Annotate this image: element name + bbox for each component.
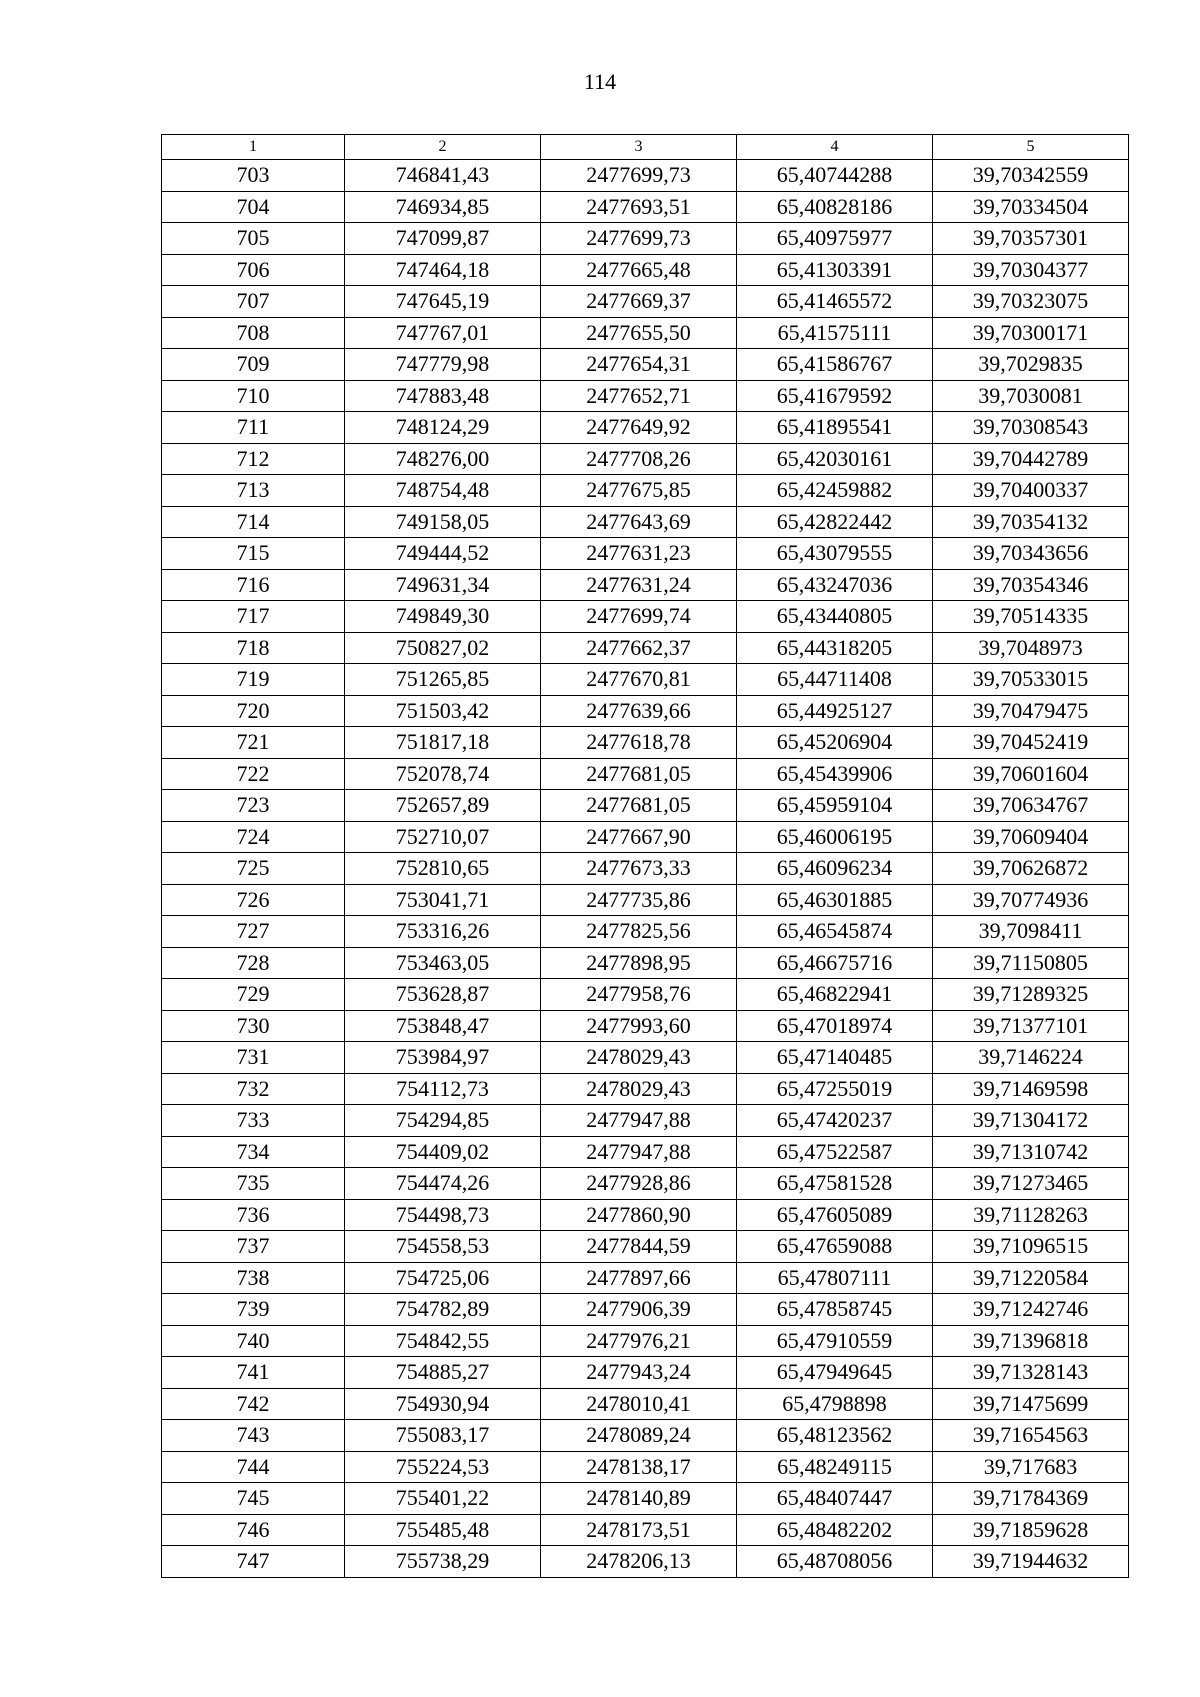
table-cell: 747 (162, 1546, 345, 1578)
table-cell: 749631,34 (345, 569, 541, 601)
table-cell: 704 (162, 191, 345, 223)
table-cell: 754725,06 (345, 1262, 541, 1294)
table-cell: 746 (162, 1514, 345, 1546)
table-cell: 2477943,24 (541, 1357, 737, 1389)
table-cell: 65,4798898 (737, 1388, 933, 1420)
table-cell: 2478029,43 (541, 1042, 737, 1074)
table-cell: 39,70452419 (933, 727, 1129, 759)
table-cell: 740 (162, 1325, 345, 1357)
table-cell: 65,41679592 (737, 380, 933, 412)
table-cell: 752078,74 (345, 758, 541, 790)
table-cell: 2477618,78 (541, 727, 737, 759)
table-cell: 712 (162, 443, 345, 475)
table-cell: 2477652,71 (541, 380, 737, 412)
table-cell: 39,70514335 (933, 601, 1129, 633)
table-row (162, 632, 1129, 664)
table-row (162, 853, 1129, 885)
table-row (162, 317, 1129, 349)
table-cell: 753984,97 (345, 1042, 541, 1074)
table-cell: 65,42822442 (737, 506, 933, 538)
table-cell: 2477958,76 (541, 979, 737, 1011)
table-cell: 735 (162, 1168, 345, 1200)
table-cell: 754409,02 (345, 1136, 541, 1168)
table-cell: 39,71859628 (933, 1514, 1129, 1546)
table-cell: 65,41303391 (737, 254, 933, 286)
table-cell: 753041,71 (345, 884, 541, 916)
table-cell: 752710,07 (345, 821, 541, 853)
table-row (162, 1388, 1129, 1420)
table-cell: 729 (162, 979, 345, 1011)
table-cell: 39,71242746 (933, 1294, 1129, 1326)
table-cell: 753628,87 (345, 979, 541, 1011)
table-row (162, 1073, 1129, 1105)
table-cell: 65,45206904 (737, 727, 933, 759)
table-cell: 65,46545874 (737, 916, 933, 948)
table-cell: 710 (162, 380, 345, 412)
table-cell: 755083,17 (345, 1420, 541, 1452)
table-cell: 2477681,05 (541, 790, 737, 822)
table-cell: 39,71273465 (933, 1168, 1129, 1200)
table-cell: 65,43247036 (737, 569, 933, 601)
table-cell: 748754,48 (345, 475, 541, 507)
table-cell: 65,48407447 (737, 1483, 933, 1515)
table-cell: 731 (162, 1042, 345, 1074)
table-cell: 2477897,66 (541, 1262, 737, 1294)
table-cell: 754474,26 (345, 1168, 541, 1200)
table-cell: 39,70601604 (933, 758, 1129, 790)
table-row (162, 475, 1129, 507)
table-cell: 39,7098411 (933, 916, 1129, 948)
table-cell: 2477860,90 (541, 1199, 737, 1231)
table-cell: 2477976,21 (541, 1325, 737, 1357)
table-row (162, 1294, 1129, 1326)
table-cell: 39,7146224 (933, 1042, 1129, 1074)
table-row (162, 947, 1129, 979)
table-cell: 65,47605089 (737, 1199, 933, 1231)
table-cell: 65,47420237 (737, 1105, 933, 1137)
table-row (162, 380, 1129, 412)
table-cell: 39,71220584 (933, 1262, 1129, 1294)
table-cell: 749158,05 (345, 506, 541, 538)
table-cell: 703 (162, 160, 345, 192)
table-cell: 65,46006195 (737, 821, 933, 853)
table-cell: 65,47949645 (737, 1357, 933, 1389)
table-cell: 65,43440805 (737, 601, 933, 633)
table-cell: 39,70334504 (933, 191, 1129, 223)
table-cell: 65,40975977 (737, 223, 933, 255)
table-cell: 749849,30 (345, 601, 541, 633)
table-cell: 754885,27 (345, 1357, 541, 1389)
table-cell: 65,40744288 (737, 160, 933, 192)
table-cell: 2477675,85 (541, 475, 737, 507)
table-cell: 721 (162, 727, 345, 759)
table-cell: 65,46675716 (737, 947, 933, 979)
table-cell: 754558,53 (345, 1231, 541, 1263)
table-cell: 705 (162, 223, 345, 255)
table-cell: 2478029,43 (541, 1073, 737, 1105)
table-cell: 65,44711408 (737, 664, 933, 696)
table-row (162, 979, 1129, 1011)
table-cell: 730 (162, 1010, 345, 1042)
table-cell: 39,70634767 (933, 790, 1129, 822)
table-cell: 39,71304172 (933, 1105, 1129, 1137)
table-cell: 738 (162, 1262, 345, 1294)
table-cell: 713 (162, 475, 345, 507)
table-cell: 39,71128263 (933, 1199, 1129, 1231)
column-header-2: 2 (345, 135, 541, 160)
table-cell: 711 (162, 412, 345, 444)
table-cell: 2477673,33 (541, 853, 737, 885)
table-cell: 39,71654563 (933, 1420, 1129, 1452)
table-cell: 2477699,74 (541, 601, 737, 633)
table-cell: 39,71944632 (933, 1546, 1129, 1578)
table-cell: 743 (162, 1420, 345, 1452)
table-cell: 720 (162, 695, 345, 727)
table-row (162, 223, 1129, 255)
table-cell: 753463,05 (345, 947, 541, 979)
table-cell: 751265,85 (345, 664, 541, 696)
table-cell: 39,71396818 (933, 1325, 1129, 1357)
table-cell: 2477906,39 (541, 1294, 737, 1326)
table-cell: 65,48123562 (737, 1420, 933, 1452)
table-cell: 749444,52 (345, 538, 541, 570)
table-header (162, 135, 1129, 160)
table-cell: 727 (162, 916, 345, 948)
table-row (162, 1042, 1129, 1074)
table-row (162, 790, 1129, 822)
table-cell: 2477947,88 (541, 1105, 737, 1137)
table-row (162, 1231, 1129, 1263)
table-cell: 2477670,81 (541, 664, 737, 696)
table-row (162, 191, 1129, 223)
table-cell: 65,45439906 (737, 758, 933, 790)
table-cell: 65,44318205 (737, 632, 933, 664)
table-row (162, 286, 1129, 318)
table-cell: 714 (162, 506, 345, 538)
table-cell: 65,41586767 (737, 349, 933, 381)
table-row (162, 1357, 1129, 1389)
page-number: 114 (583, 69, 617, 94)
table-row (162, 443, 1129, 475)
table-cell: 39,70626872 (933, 853, 1129, 885)
table-row (162, 916, 1129, 948)
table-cell: 747645,19 (345, 286, 541, 318)
header-row (162, 135, 1129, 160)
table-cell: 732 (162, 1073, 345, 1105)
table-row (162, 1262, 1129, 1294)
table-cell: 65,47910559 (737, 1325, 933, 1357)
table-cell: 39,70300171 (933, 317, 1129, 349)
table-cell: 2477898,95 (541, 947, 737, 979)
table-cell: 708 (162, 317, 345, 349)
table-cell: 717 (162, 601, 345, 633)
table-cell: 2477928,86 (541, 1168, 737, 1200)
table-cell: 39,71377101 (933, 1010, 1129, 1042)
table-row (162, 506, 1129, 538)
table-row (162, 695, 1129, 727)
table-cell: 726 (162, 884, 345, 916)
table-cell: 2477654,31 (541, 349, 737, 381)
table-cell: 65,41575111 (737, 317, 933, 349)
table-cell: 65,42459882 (737, 475, 933, 507)
table-cell: 39,70774936 (933, 884, 1129, 916)
table-cell: 737 (162, 1231, 345, 1263)
table-row (162, 758, 1129, 790)
table-cell: 65,44925127 (737, 695, 933, 727)
table-cell: 746934,85 (345, 191, 541, 223)
table-cell: 752810,65 (345, 853, 541, 885)
table-row (162, 1546, 1129, 1578)
table-cell: 2477693,51 (541, 191, 737, 223)
table-row (162, 1168, 1129, 1200)
table-cell: 65,47581528 (737, 1168, 933, 1200)
table-cell: 2478173,51 (541, 1514, 737, 1546)
table-cell: 65,46301885 (737, 884, 933, 916)
table-cell: 745 (162, 1483, 345, 1515)
table-row (162, 1514, 1129, 1546)
table-cell: 39,70304377 (933, 254, 1129, 286)
table-cell: 2477631,24 (541, 569, 737, 601)
column-header-5: 5 (933, 135, 1129, 160)
table-cell: 39,71310742 (933, 1136, 1129, 1168)
table-cell: 39,70533015 (933, 664, 1129, 696)
table-cell: 753316,26 (345, 916, 541, 948)
table-cell: 751817,18 (345, 727, 541, 759)
table-cell: 750827,02 (345, 632, 541, 664)
table-cell: 2477947,88 (541, 1136, 737, 1168)
table-cell: 2478206,13 (541, 1546, 737, 1578)
table-row (162, 727, 1129, 759)
table-cell: 65,41895541 (737, 412, 933, 444)
table-cell: 741 (162, 1357, 345, 1389)
table-cell: 2477643,69 (541, 506, 737, 538)
table-cell: 2477667,90 (541, 821, 737, 853)
table-cell: 747767,01 (345, 317, 541, 349)
table-cell: 736 (162, 1199, 345, 1231)
table-cell: 2478140,89 (541, 1483, 737, 1515)
column-header-4: 4 (737, 135, 933, 160)
table-cell: 39,71150805 (933, 947, 1129, 979)
table-cell: 39,71475699 (933, 1388, 1129, 1420)
table-row (162, 1420, 1129, 1452)
table-cell: 725 (162, 853, 345, 885)
table-cell: 2477639,66 (541, 695, 737, 727)
table-cell: 754112,73 (345, 1073, 541, 1105)
table-row (162, 254, 1129, 286)
table-cell: 39,70442789 (933, 443, 1129, 475)
table-cell: 39,71469598 (933, 1073, 1129, 1105)
table-cell: 747779,98 (345, 349, 541, 381)
table-cell: 2478089,24 (541, 1420, 737, 1452)
table-cell: 39,71784369 (933, 1483, 1129, 1515)
table-row (162, 664, 1129, 696)
table-cell: 65,46096234 (737, 853, 933, 885)
table-row (162, 1136, 1129, 1168)
table-cell: 65,48482202 (737, 1514, 933, 1546)
table-cell: 723 (162, 790, 345, 822)
table-cell: 65,43079555 (737, 538, 933, 570)
table-cell: 754294,85 (345, 1105, 541, 1137)
table-cell: 744 (162, 1451, 345, 1483)
table-cell: 706 (162, 254, 345, 286)
table-cell: 39,71289325 (933, 979, 1129, 1011)
table-cell: 39,70357301 (933, 223, 1129, 255)
table-row (162, 1325, 1129, 1357)
table-cell: 2477665,48 (541, 254, 737, 286)
table-row (162, 1010, 1129, 1042)
table-cell: 753848,47 (345, 1010, 541, 1042)
table-cell: 754930,94 (345, 1388, 541, 1420)
table-cell: 65,40828186 (737, 191, 933, 223)
table-cell: 2477708,26 (541, 443, 737, 475)
table-cell: 709 (162, 349, 345, 381)
table-cell: 722 (162, 758, 345, 790)
table-cell: 65,47659088 (737, 1231, 933, 1263)
table-cell: 747464,18 (345, 254, 541, 286)
table-cell: 755738,29 (345, 1546, 541, 1578)
table-cell: 2477699,73 (541, 223, 737, 255)
table-cell: 2478138,17 (541, 1451, 737, 1483)
column-header-1: 1 (162, 135, 345, 160)
table-cell: 65,47858745 (737, 1294, 933, 1326)
table-cell: 716 (162, 569, 345, 601)
table-cell: 2477735,86 (541, 884, 737, 916)
table-cell: 755401,22 (345, 1483, 541, 1515)
table-cell: 746841,43 (345, 160, 541, 192)
table-cell: 65,47140485 (737, 1042, 933, 1074)
table-row (162, 1451, 1129, 1483)
table-cell: 747099,87 (345, 223, 541, 255)
table-cell: 719 (162, 664, 345, 696)
table-cell: 39,70343656 (933, 538, 1129, 570)
table-cell: 2477655,50 (541, 317, 737, 349)
table-body (162, 160, 1129, 1578)
table-cell: 39,70354132 (933, 506, 1129, 538)
table-cell: 2477993,60 (541, 1010, 737, 1042)
table-cell: 2477631,23 (541, 538, 737, 570)
table-cell: 707 (162, 286, 345, 318)
table-cell: 728 (162, 947, 345, 979)
table-cell: 65,45959104 (737, 790, 933, 822)
table-cell: 39,7029835 (933, 349, 1129, 381)
table-cell: 754498,73 (345, 1199, 541, 1231)
table-cell: 39,70609404 (933, 821, 1129, 853)
table-row (162, 349, 1129, 381)
table-cell: 2478010,41 (541, 1388, 737, 1420)
table-row (162, 1105, 1129, 1137)
table-cell: 742 (162, 1388, 345, 1420)
table-cell: 39,70342559 (933, 160, 1129, 192)
table-row (162, 1199, 1129, 1231)
table-cell: 2477669,37 (541, 286, 737, 318)
table-cell: 2477681,05 (541, 758, 737, 790)
coordinates-table (161, 134, 1129, 1578)
table-row (162, 884, 1129, 916)
table-row (162, 569, 1129, 601)
table-row (162, 412, 1129, 444)
table-cell: 39,70308543 (933, 412, 1129, 444)
table-cell: 39,717683 (933, 1451, 1129, 1483)
table-cell: 65,47255019 (737, 1073, 933, 1105)
table-cell: 754842,55 (345, 1325, 541, 1357)
table-cell: 65,48708056 (737, 1546, 933, 1578)
table-cell: 755485,48 (345, 1514, 541, 1546)
table-cell: 754782,89 (345, 1294, 541, 1326)
table-cell: 39,70323075 (933, 286, 1129, 318)
table-cell: 65,42030161 (737, 443, 933, 475)
table-cell: 65,41465572 (737, 286, 933, 318)
table-cell: 39,70354346 (933, 569, 1129, 601)
table-cell: 755224,53 (345, 1451, 541, 1483)
table-cell: 65,47018974 (737, 1010, 933, 1042)
table-cell: 751503,42 (345, 695, 541, 727)
table-cell: 715 (162, 538, 345, 570)
table-cell: 733 (162, 1105, 345, 1137)
table-cell: 39,7030081 (933, 380, 1129, 412)
table-cell: 747883,48 (345, 380, 541, 412)
table-cell: 65,46822941 (737, 979, 933, 1011)
table-cell: 739 (162, 1294, 345, 1326)
table-cell: 65,47807111 (737, 1262, 933, 1294)
table-cell: 2477844,59 (541, 1231, 737, 1263)
table-row (162, 1483, 1129, 1515)
table-cell: 748124,29 (345, 412, 541, 444)
table-cell: 39,7048973 (933, 632, 1129, 664)
table-row (162, 821, 1129, 853)
table-cell: 2477662,37 (541, 632, 737, 664)
table-row (162, 601, 1129, 633)
table-cell: 2477649,92 (541, 412, 737, 444)
table-cell: 39,70400337 (933, 475, 1129, 507)
table-cell: 65,47522587 (737, 1136, 933, 1168)
table-row (162, 538, 1129, 570)
table-cell: 748276,00 (345, 443, 541, 475)
table-cell: 752657,89 (345, 790, 541, 822)
table-cell: 724 (162, 821, 345, 853)
table-cell: 39,71096515 (933, 1231, 1129, 1263)
table-cell: 39,70479475 (933, 695, 1129, 727)
table-cell: 65,48249115 (737, 1451, 933, 1483)
table-cell: 718 (162, 632, 345, 664)
column-header-3: 3 (541, 135, 737, 160)
table-cell: 2477699,73 (541, 160, 737, 192)
table-cell: 734 (162, 1136, 345, 1168)
table-row (162, 160, 1129, 192)
table-cell: 2477825,56 (541, 916, 737, 948)
table-cell: 39,71328143 (933, 1357, 1129, 1389)
